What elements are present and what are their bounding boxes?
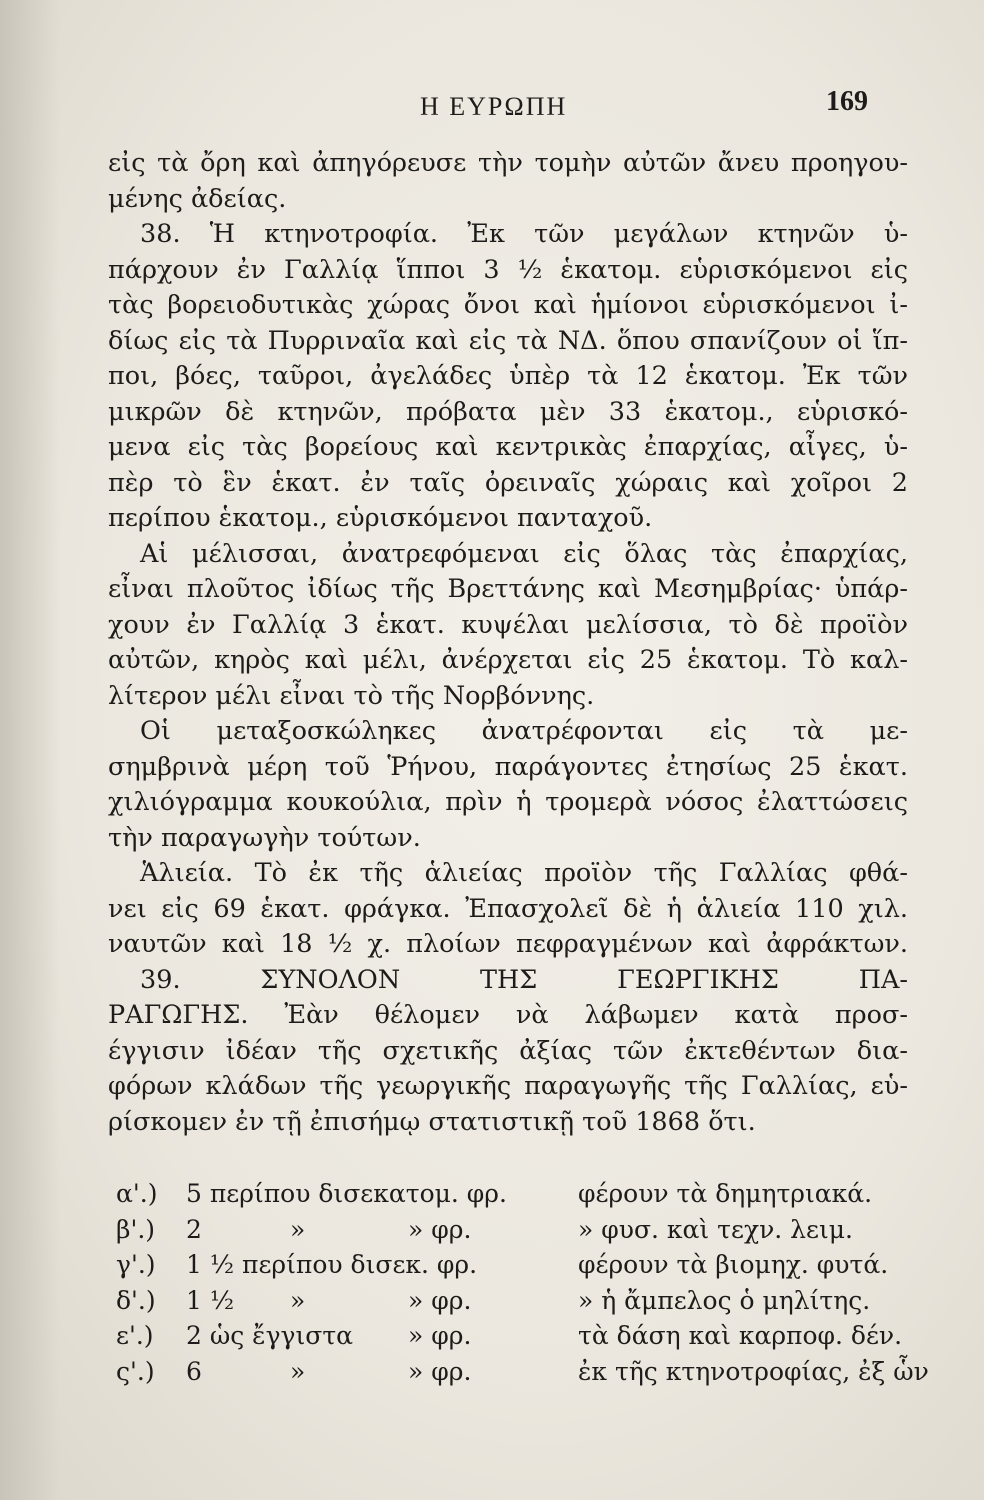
text-line: χουν ἐν Γαλλίᾳ 3 ἑκατ. κυψέλαι μελίσσια, τὸ δὲ προϊὸν: [108, 609, 908, 640]
text-line: μικρῶν δὲ κτηνῶν, πρόβατα μὲν 33 ἑκατομ., εὑρισκό-: [108, 396, 908, 427]
text-line: ΡΑΓΩΓΗΣ. Ἐὰν θέλομεν νὰ λάβωμεν κατὰ προσ-: [108, 1000, 908, 1030]
text-line: εἶναι πλοῦτος ἰδίως τῆς Βρεττάνης καὶ Μεσημβρίας· ὑπάρ-: [108, 574, 908, 604]
running-head: [0, 86, 984, 126]
text-line: λίτερον μέλι εἶναι τὸ τῆς Νορβόννης.: [108, 680, 595, 711]
paragraph-bees: Αἱ μέλισσαι, ἀνατρεφόμεναι εἰς ὅλας τὰς ἐπαρχίας,: [140, 538, 908, 569]
ditto-mark: » φρ.: [408, 1321, 472, 1350]
item-value: 6: [186, 1356, 202, 1386]
text-line: σημβρινὰ μέρη τοῦ Ῥήνου, παράγοντες ἐτησίως 25 ἑκατ.: [108, 751, 908, 782]
ditto-mark: » φρ.: [408, 1285, 472, 1315]
item-desc: τὰ δάση καὶ καρποφ. δέν.: [578, 1321, 903, 1350]
page-edge-shadow: [0, 0, 60, 1500]
item-mark: α'.): [116, 1179, 158, 1208]
item-desc: » φυσ. καὶ τεχν. λειμ.: [578, 1214, 853, 1244]
list-item: [108, 1283, 908, 1319]
item-desc: φέρουν τὰ δημητριακά.: [578, 1179, 873, 1208]
text-line: πάρχουν ἐν Γαλλίᾳ ἵπποι 3 ½ ἑκατομ. εὑρισκόμενοι εἰς: [108, 254, 908, 285]
item-value: 2 ὡς ἔγγιστα: [186, 1321, 354, 1350]
ditto-mark: » φρ.: [408, 1214, 472, 1244]
item-value: 2: [186, 1214, 202, 1244]
text-line: χιλιόγραμμα κουκούλια, πρὶν ἡ τρομερὰ νόσος ἐλαττώσεις: [108, 787, 908, 817]
list-item: [108, 1247, 908, 1283]
text-line: αὐτῶν, κηρὸς καὶ μέλι, ἀνέρχεται εἰς 25 ἑκατομ. Τὸ καλ-: [108, 645, 908, 675]
item-value: 1 ½ περίπου δισεκ. φρ.: [186, 1250, 478, 1279]
text-line: φόρων κλάδων τῆς γεωργικῆς παραγωγῆς τῆς Γαλλίας, εὑ-: [108, 1071, 908, 1101]
item-mark: γ'.): [116, 1250, 156, 1279]
text-line: ρίσκομεν ἐν τῇ ἐπισήμῳ στατιστικῇ τοῦ 1868 ὅτι.: [108, 1106, 756, 1137]
ditto-mark: »: [290, 1285, 306, 1315]
list-item: [108, 1212, 908, 1248]
list-item: [108, 1318, 908, 1354]
text-line: δίως εἰς τὰ Πυρριναῖα καὶ εἰς τὰ ΝΔ. ὅπου σπανίζουν οἱ ἵπ-: [108, 325, 908, 356]
text-line: πὲρ τὸ ἓν ἑκατ. ἐν ταῖς ὀρειναῖς χώραις καὶ χοῖροι 2: [108, 467, 908, 498]
item-desc: ἐκ τῆς κτηνοτροφίας, ἐξ ὧν: [578, 1356, 929, 1386]
page-number: 169: [826, 86, 868, 117]
text-line: έγγισιν ἰδέαν τῆς σχετικῆς ἀξίας τῶν ἐκτεθέντων δια-: [108, 1035, 908, 1066]
text-line: νει εἰς 69 ἑκατ. φράγκα. Ἐπασχολεῖ δὲ ἡ ἁλιεία 110 χιλ.: [108, 893, 908, 924]
item-mark: β'.): [116, 1214, 156, 1244]
section-heading-38: 38. Ἡ κτηνοτροφία. Ἐκ τῶν μεγάλων κτηνῶν ὑ-: [140, 219, 908, 249]
paragraph-fishing: Ἁλιεία. Τὸ ἐκ τῆς ἁλιείας προϊὸν τῆς Γαλλίας φθά-: [140, 858, 908, 888]
text-line: περίπου ἑκατομ., εὑρισκόμενοι πανταχοῦ.: [108, 503, 653, 533]
section-heading-39: 39. ΣΥΝΟΛΟΝ ΤΗΣ ΓΕΩΡΓΙΚΗΣ ΠΑ-: [140, 964, 908, 995]
ditto-mark: »: [290, 1214, 306, 1244]
text-line: ποι, βόες, ταῦροι, ἀγελάδες ὑπὲρ τὰ 12 ἑκατομ. Ἐκ τῶν: [108, 361, 908, 391]
ditto-mark: » φρ.: [408, 1356, 472, 1386]
item-value: 1 ½: [186, 1285, 235, 1315]
item-desc: » ἡ ἄμπελος ὁ μηλίτης.: [578, 1285, 871, 1315]
item-desc: φέρουν τὰ βιομηχ. φυτά.: [578, 1250, 889, 1279]
text-line: τὰς βορειοδυτικὰς χώρας ὄνοι καὶ ἡμίονοι εὑρισκόμενοι ἰ-: [108, 290, 908, 320]
production-list: [108, 1176, 929, 1389]
text-line: τὴν παραγωγὴν τούτων.: [108, 822, 421, 853]
body-text: [108, 146, 908, 1140]
text-line: μενα εἰς τὰς βορείους καὶ κεντρικὰς ἐπαρχίας, αἶγες, ὑ-: [108, 432, 908, 462]
list-item: [108, 1176, 908, 1212]
text-line: μένης ἀδείας.: [108, 183, 287, 214]
running-title: Η ΕΥΡΩΠΗ: [420, 92, 568, 121]
item-mark: δ'.): [116, 1285, 156, 1315]
item-mark: ε'.): [116, 1321, 154, 1350]
ditto-mark: »: [290, 1356, 306, 1386]
list-item: [108, 1354, 929, 1390]
item-mark: ς'.): [116, 1356, 155, 1386]
item-value: 5 περίπου δισεκατομ. φρ.: [186, 1179, 507, 1208]
text-line: εἰς τὰ ὄρη καὶ ἀπηγόρευσε τὴν τομὴν αὐτῶν ἄνευ προηγου-: [108, 148, 908, 178]
text-line: ναυτῶν καὶ 18 ½ χ. πλοίων πεφραγμένων καὶ ἀφράκτων.: [108, 929, 908, 959]
paragraph-silkworms: Οἱ μεταξοσκώληκες ἀνατρέφονται εἰς τὰ με-: [140, 716, 908, 746]
